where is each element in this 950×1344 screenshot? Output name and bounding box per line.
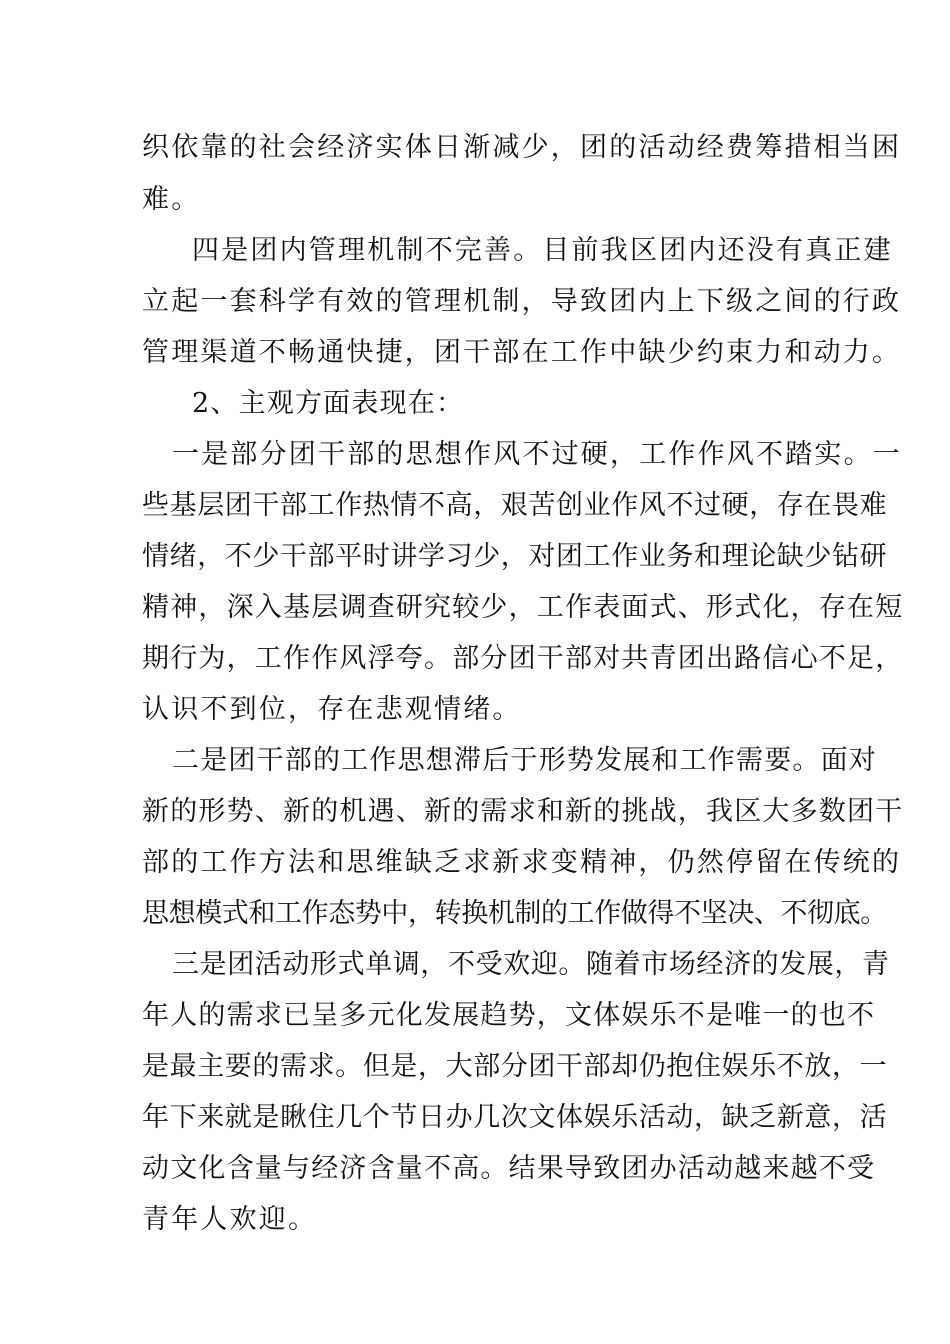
paragraph-first-line: 三是团活动形式单调，不受欢迎。随着市场经济的发展，青: [172, 949, 890, 980]
text-line: 是最主要的需求。但是，大部分团干部却仍抱住娱乐不放，一: [142, 1051, 888, 1082]
text-line: 认识不到位，存在悲观情绪。: [142, 694, 522, 725]
text-line: 部的工作方法和思维缺乏求新求变精神，仍然停留在传统的: [142, 847, 902, 878]
text-line: 新的形势、新的机遇、新的需求和新的挑战，我区大多数团干: [142, 796, 904, 827]
text-line: 年下来就是瞅住几个节日办几次文体娱乐活动，缺乏新意，活: [142, 1102, 888, 1133]
text-line: 动文化含量与经济含量不高。结果导致团办活动越来越不受: [142, 1153, 876, 1184]
text-line: 期行为，工作作风浮夸。部分团干部对共青团出路信心不足，: [142, 643, 904, 674]
text-line: 青年人欢迎。: [142, 1204, 318, 1235]
text-line: 年人的需求已呈多元化发展趋势，文体娱乐不是唯一的也不: [142, 1000, 876, 1031]
text-line: 管理渠道不畅通快捷，团干部在工作中缺少约束力和动力。: [142, 337, 902, 368]
text-line: 思想模式和工作态势中，转换机制的工作做得不坚决、不彻底。: [142, 898, 887, 929]
text-line: 织依靠的社会经济实体日渐减少，团的活动经费筹措相当困: [142, 132, 902, 163]
paragraph-first-line: 一是部分团干部的思想作风不过硬，工作作风不踏实。一: [172, 439, 902, 470]
section-heading: 2、主观方面表现在：: [192, 388, 465, 419]
paragraph-first-line: 二是团干部的工作思想滞后于形势发展和工作需要。面对: [172, 745, 877, 776]
text-line: 难。: [142, 184, 201, 215]
text-line: 些基层团干部工作热情不高，艰苦创业作风不过硬，存在畏难: [142, 490, 888, 521]
text-line: 立起一套科学有效的管理机制，导致团内上下级之间的行政: [142, 286, 902, 317]
paragraph-first-line: 四是团内管理机制不完善。目前我区团内还没有真正建: [192, 235, 893, 266]
text-line: 情绪，不少干部平时讲学习少，对团工作业务和理论缺少钻研: [142, 541, 888, 572]
text-line: 精神，深入基层调查研究较少，工作表面式、形式化，存在短: [142, 592, 904, 623]
